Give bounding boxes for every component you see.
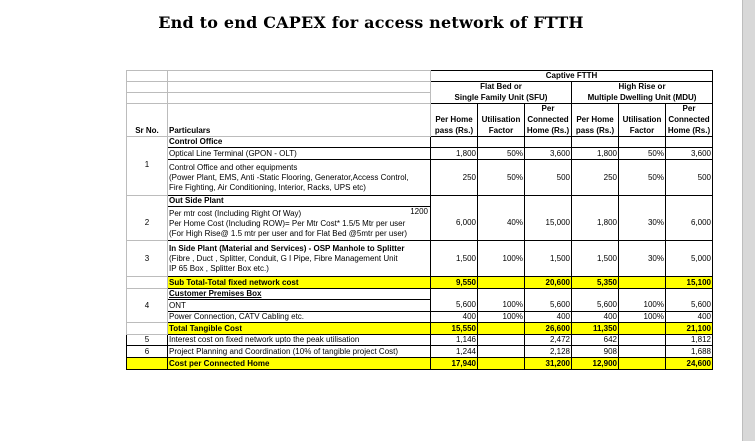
per-meter-value: 1200 <box>410 207 428 216</box>
table-cell: 400 <box>666 312 713 323</box>
table-cell: 1,500 <box>525 241 572 277</box>
table-row <box>127 241 713 277</box>
table-cell: 100% <box>478 300 525 312</box>
table-cell: 250 <box>431 160 478 196</box>
table-cell: 5,600 <box>572 300 619 312</box>
table-cell: 24,600 <box>666 358 713 370</box>
header-sfu-per: Per <box>525 104 572 115</box>
table-cell: 26,600 <box>525 323 572 335</box>
capex-table <box>126 70 713 370</box>
cost-per-home-label: Cost per Connected Home <box>168 358 431 370</box>
table-cell: 1,812 <box>666 335 713 346</box>
section-heading: Customer Premises Box <box>168 289 431 300</box>
table-row <box>127 160 713 196</box>
page-gutter <box>742 0 755 441</box>
header-mdu-per-home: Per Home <box>572 115 619 126</box>
row-label: Per mtr cost (Including Right Of Way) 1200 Per Home Cost (Including ROW)= Per Mtr Cost* 1.5/5 Mtr per user (For High Rise@ 1.5 mtr per user and for Flat Bed @5mtr per user) <box>168 207 431 241</box>
header-sfu-factor: Factor <box>478 126 525 137</box>
table-cell: 100% <box>478 312 525 323</box>
table-cell: 31,200 <box>525 358 572 370</box>
table-row <box>127 207 713 241</box>
table-cell: 2,472 <box>525 335 572 346</box>
table-cell: 50% <box>478 148 525 160</box>
table-cell: 500 <box>525 160 572 196</box>
header-mdu-home: Home (Rs.) <box>666 126 713 137</box>
table-cell: 400 <box>525 312 572 323</box>
table-cell: 6,000 <box>666 207 713 241</box>
table-cell: 100% <box>478 241 525 277</box>
table-cell: 5,000 <box>666 241 713 277</box>
table-cell: 3,600 <box>666 148 713 160</box>
table-row <box>127 312 713 323</box>
header-mdu-connected: Connected <box>666 115 713 126</box>
table-cell: 30% <box>619 207 666 241</box>
header-mdu-factor: Factor <box>619 126 666 137</box>
row-label: In Side Plant (Material and Services) - OSP Manhole to Splitter (Fibre , Duct , Splitter, Conduit, G I Pipe, Fibre Management Unit IP 65 Box , Splitter Box etc.) <box>168 241 431 277</box>
cost-per-home-row <box>127 358 713 370</box>
header-row-group1 <box>127 82 713 93</box>
table-row <box>127 300 713 312</box>
table-row <box>127 335 713 346</box>
sr-number: 3 <box>127 241 168 277</box>
table-cell: 9,550 <box>431 277 478 289</box>
subtotal-row <box>127 277 713 289</box>
table-row <box>127 346 713 358</box>
subtotal-label: Sub Total-Total fixed network cost <box>168 277 431 289</box>
header-sfu-home: Home (Rs.) <box>525 126 572 137</box>
row-label: Interest cost on fixed network upto the peak utilisation <box>168 335 431 346</box>
row-label: Control Office and other equipments (Power Plant, EMS, Anti -Static Flooring, Generator,Access Control, Fire Fighting, Air Conditioning, Interior, Racks, UPS etc) <box>168 160 431 196</box>
header-mdu-per: Per <box>666 104 713 115</box>
total-tangible-label: Total Tangible Cost <box>168 323 431 335</box>
table-cell: 1,500 <box>572 241 619 277</box>
table-cell: 1,800 <box>572 148 619 160</box>
header-sfu-per-home: Per Home <box>431 115 478 126</box>
table-cell: 11,350 <box>572 323 619 335</box>
sr-number: 4 <box>127 300 168 312</box>
header-mdu-pass: pass (Rs.) <box>572 126 619 137</box>
table-cell: 1,800 <box>572 207 619 241</box>
table-cell: 5,600 <box>666 300 713 312</box>
header-sfu-pass: pass (Rs.) <box>431 126 478 137</box>
table-cell: 400 <box>572 312 619 323</box>
header-particulars: Particulars <box>168 126 431 137</box>
total-tangible-row <box>127 323 713 335</box>
table-cell: 2,128 <box>525 346 572 358</box>
header-row-c <box>127 126 713 137</box>
sr-number: 5 <box>127 335 168 346</box>
table-cell: 1,146 <box>431 335 478 346</box>
table-cell: 5,600 <box>431 300 478 312</box>
sr-number: 1 <box>127 160 168 196</box>
table-cell: 20,600 <box>525 277 572 289</box>
table-cell: 1,244 <box>431 346 478 358</box>
header-mdu-utilisation: Utilisation <box>619 115 666 126</box>
table-cell: 50% <box>478 160 525 196</box>
table-cell: 908 <box>572 346 619 358</box>
header-row-captive <box>127 71 713 82</box>
section-heading: Control Office <box>168 137 431 148</box>
table-row <box>127 148 713 160</box>
table-cell: 3,600 <box>525 148 572 160</box>
table-cell: 1,500 <box>431 241 478 277</box>
header-row-b <box>127 115 713 126</box>
row-label: Project Planning and Coordination (10% of tangible project Cost) <box>168 346 431 358</box>
table-cell: 21,100 <box>666 323 713 335</box>
table-cell: 100% <box>619 312 666 323</box>
table-cell: 15,100 <box>666 277 713 289</box>
row-label: Optical Line Terminal (GPON - OLT) <box>168 148 431 160</box>
header-captive-ftth: Captive FTTH <box>431 71 713 82</box>
table-cell: 5,350 <box>572 277 619 289</box>
header-sfu-line1: Flat Bed or <box>431 82 572 93</box>
table-cell: 12,900 <box>572 358 619 370</box>
table-cell: 6,000 <box>431 207 478 241</box>
table-cell: 100% <box>619 300 666 312</box>
table-cell: 400 <box>431 312 478 323</box>
header-sfu-utilisation: Utilisation <box>478 115 525 126</box>
table-cell: 40% <box>478 207 525 241</box>
table-cell: 15,550 <box>431 323 478 335</box>
table-cell: 642 <box>572 335 619 346</box>
table-cell: 50% <box>619 160 666 196</box>
table-cell: 30% <box>619 241 666 277</box>
table-cell: 17,940 <box>431 358 478 370</box>
table-row <box>127 137 713 148</box>
table-cell: 500 <box>666 160 713 196</box>
table-row <box>127 196 713 207</box>
header-sr-no: Sr No. <box>127 126 168 137</box>
table-cell: 5,600 <box>525 300 572 312</box>
table-cell: 15,000 <box>525 207 572 241</box>
header-row-a <box>127 104 713 115</box>
table-cell: 50% <box>619 148 666 160</box>
table-cell: 250 <box>572 160 619 196</box>
table-row <box>127 289 713 300</box>
header-sfu-line2: Single Family Unit (SFU) <box>431 93 572 104</box>
row-label: ONT <box>168 300 431 312</box>
header-row-group2 <box>127 93 713 104</box>
table-cell: 1,800 <box>431 148 478 160</box>
document-title: End to end CAPEX for access network of FTTH <box>158 13 584 32</box>
header-mdu-line2: Multiple Dwelling Unit (MDU) <box>572 93 713 104</box>
table-cell: 1,688 <box>666 346 713 358</box>
header-mdu-line1: High Rise or <box>572 82 713 93</box>
sr-number: 2 <box>127 207 168 241</box>
sr-number: 6 <box>127 346 168 358</box>
header-sfu-connected: Connected <box>525 115 572 126</box>
section-heading: Out Side Plant <box>168 196 431 207</box>
row-label: Power Connection, CATV Cabling etc. <box>168 312 431 323</box>
page-edge-fragment <box>330 0 410 4</box>
